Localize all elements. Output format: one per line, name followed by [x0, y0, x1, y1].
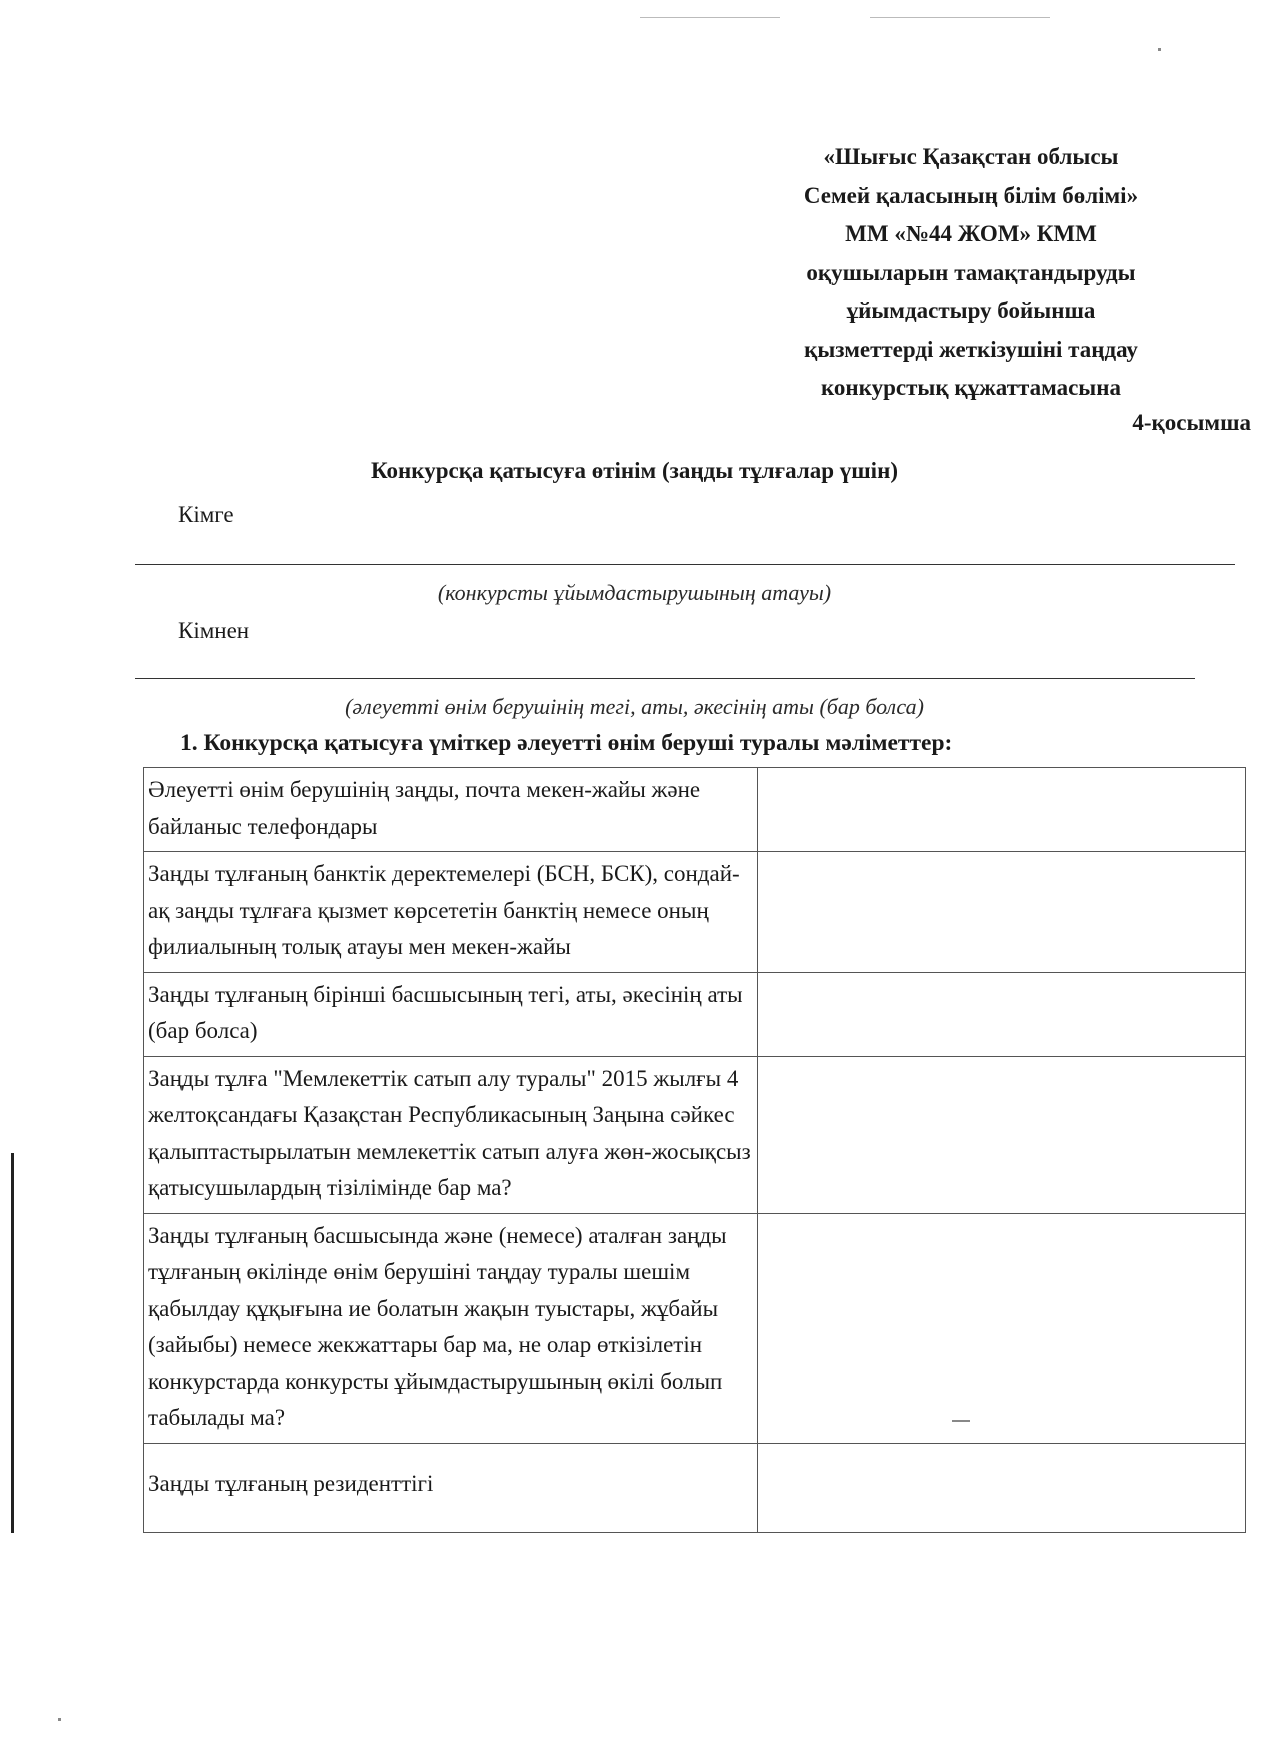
- header-line: оқушыларын тамақтандыруды: [806, 259, 1136, 285]
- info-table: [143, 767, 1246, 1533]
- header-line: қызметтерді жеткізушіні таңдау: [804, 336, 1138, 362]
- table-row: [144, 1056, 1246, 1213]
- scan-speck: [58, 1718, 61, 1721]
- scan-speck: [952, 1420, 970, 1422]
- row-question: Заңды тұлғаның банктік деректемелері (БСН, БСК), сондай-ақ заңды тұлғаға қызмет көрсететін банктің немесе оның филиалының толық атауы мен мекен-жайы: [144, 852, 758, 973]
- row-answer-cell[interactable]: [758, 768, 1246, 852]
- header-line: конкурстық құжаттамасына: [820, 375, 1122, 400]
- table-row: [144, 1443, 1246, 1533]
- scan-margin-mark: [11, 1153, 14, 1533]
- header-line: Семей қаласының білім бөлімі»: [803, 182, 1139, 208]
- row-answer-cell[interactable]: [758, 1443, 1246, 1533]
- row-answer-cell[interactable]: [758, 1213, 1246, 1443]
- header-line: «Шығыс Қазақстан облысы: [823, 144, 1119, 169]
- from-label: Кімнен: [178, 618, 250, 643]
- table-row: [144, 1213, 1246, 1443]
- from-underline[interactable]: [135, 678, 1195, 679]
- row-question: Заңды тұлғаның резиденттігі: [144, 1443, 758, 1533]
- row-question: Әлеуетті өнім берушінің заңды, почта мекен-жайы және байланыс телефондары: [144, 768, 758, 852]
- row-answer-cell[interactable]: [758, 972, 1246, 1056]
- document-title: Конкурсқа қатысуға өтінім (заңды тұлғалар үшін): [371, 458, 898, 483]
- header-line: ұйымдастыру бойынша: [846, 298, 1096, 323]
- scan-speck: [640, 17, 780, 18]
- scan-speck: [1158, 48, 1161, 51]
- row-answer-cell[interactable]: [758, 852, 1246, 973]
- table-row: [144, 972, 1246, 1056]
- table-row: [144, 852, 1246, 973]
- row-question: Заңды тұлғаның басшысында және (немесе) аталған заңды тұлғаның өкілінде өнім берушіні таңдау туралы шешім қабылдау құқығына ие болатын жақын туыстары, жұбайы (зайыбы) немесе жекжаттары бар ма, не олар өткізілетін конкурстарда конкурсты ұйымдастырушының өкілі болып табылады ма?: [144, 1213, 758, 1443]
- document-header: [691, 138, 1251, 408]
- table-row: [144, 768, 1246, 852]
- row-answer-cell[interactable]: [758, 1056, 1246, 1213]
- from-caption: (әлеуетті өнім берушінің тегі, аты, әкесінің аты (бар болса): [345, 694, 924, 719]
- header-line: ММ «№44 ЖОМ» КММ: [845, 221, 1097, 246]
- to-caption: (конкурсты ұйымдастырушының атауы): [437, 580, 832, 605]
- to-underline[interactable]: [135, 564, 1235, 565]
- row-question: Заңды тұлғаның бірінші басшысының тегі, аты, әкесінің аты (бар болса): [144, 972, 758, 1056]
- scan-speck: [870, 17, 1050, 18]
- section-title: 1. Конкурсқа қатысуға үміткер әлеуетті өнім беруші туралы мәліметтер:: [180, 730, 953, 756]
- to-label: Кімге: [178, 502, 234, 527]
- row-question: Заңды тұлға "Мемлекеттік сатып алу туралы" 2015 жылғы 4 желтоқсандағы Қазақстан Республикасының Заңына сәйкес қалыптастырылатын мемлекеттік сатып алуға жөн-жосықсыз қатысушылардың тізілімінде бар ма?: [144, 1056, 758, 1213]
- appendix-label: 4-қосымша: [1132, 410, 1251, 435]
